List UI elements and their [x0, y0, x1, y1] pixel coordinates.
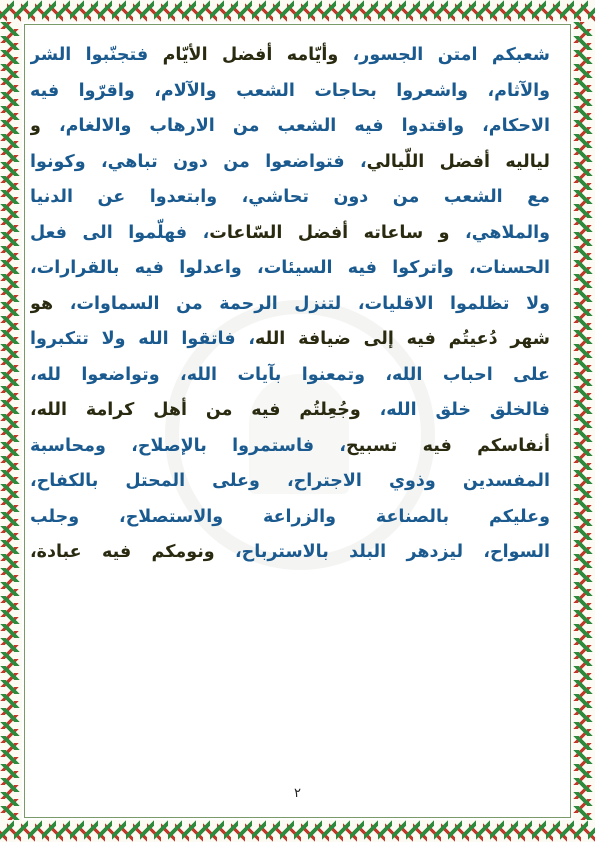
decorative-border-top: [0, 0, 595, 22]
body-text: [30, 38, 550, 571]
emphasized-phrase: لياليه أفضل اللّيالي: [366, 151, 550, 172]
text-line: [30, 74, 550, 110]
emphasized-phrase: شهر دُعيتُم فيه إلى ضيافة الله: [254, 329, 550, 349]
text-line: [30, 180, 550, 216]
text-line: [30, 216, 550, 252]
text-segment: فالخلق خلق الله،: [360, 400, 550, 420]
emphasized-phrase: ونومكم فيه عبادة،: [30, 542, 215, 562]
text-line: [30, 358, 550, 394]
text-line: [30, 429, 550, 465]
emphasized-phrase: أنفاسكم فيه تسبيح: [346, 435, 550, 456]
text-segment: المفسدين وذوي الاجتراح، وعلى المحتل بالكفاح،: [30, 471, 550, 491]
text-line: [30, 145, 550, 181]
text-line: [30, 287, 550, 323]
text-segment: مع الشعب من دون تحاشي، وابتعدوا عن الدنيا: [30, 187, 550, 207]
text-line: [30, 393, 550, 429]
text-segment: والملاهي،: [449, 222, 550, 243]
emphasized-phrase: هو: [30, 293, 54, 314]
page-number: ٢: [294, 786, 301, 801]
text-segment: فتجنّبوا الشر: [30, 45, 163, 65]
emphasized-phrase: و ساعاته أفضل السّاعات: [209, 222, 450, 243]
text-segment: وعليكم بالصناعة والزراعة والاستصلاح، وجلب: [30, 506, 550, 527]
emphasized-phrase: و: [30, 116, 41, 136]
text-segment: ولا تظلموا الاقليات، لتنزل الرحمة من السماوات،: [53, 293, 550, 314]
emphasized-phrase: وأيّامه أفضل الأيّام: [162, 45, 339, 65]
text-segment: والآثام، واشعروا بحاجات الشعب والآلام، واقرّوا فيه: [30, 80, 550, 101]
text-segment: السواح، ليزدهر البلد بالاسترباح،: [214, 542, 550, 562]
text-segment: ، فهلّموا الى فعل: [30, 222, 210, 243]
text-line: [30, 322, 550, 358]
text-line: [30, 500, 550, 536]
text-segment: الحسنات، واتركوا فيه السيئات، واعدلوا فيه بالقرارات،: [30, 258, 550, 278]
emphasized-phrase: وجُعِلتُم فيه من أهل كرامة الله،: [30, 400, 361, 420]
text-line: [30, 251, 550, 287]
text-segment: ، فاستمروا بالإصلاح، ومحاسبة: [30, 435, 346, 456]
decorative-border-right: [573, 22, 595, 820]
text-segment: ، فتواضعوا من دون تباهي، وكونوا: [30, 151, 367, 172]
text-line: [30, 38, 550, 74]
text-segment: على احباب الله، وتمعنوا بآيات الله، وتواضعوا لله،: [30, 364, 550, 385]
text-line: [30, 464, 550, 500]
decorative-border-bottom: [0, 820, 595, 842]
text-line: [30, 109, 550, 145]
decorative-border-left: [0, 22, 22, 820]
text-line: [30, 535, 550, 571]
text-segment: شعبكم امتن الجسور،: [338, 45, 550, 65]
text-segment: الاحكام، واقتدوا فيه الشعب من الارهاب والالغام،: [40, 116, 550, 136]
text-segment: ، فاتقوا الله ولا تتكبروا: [30, 329, 255, 349]
